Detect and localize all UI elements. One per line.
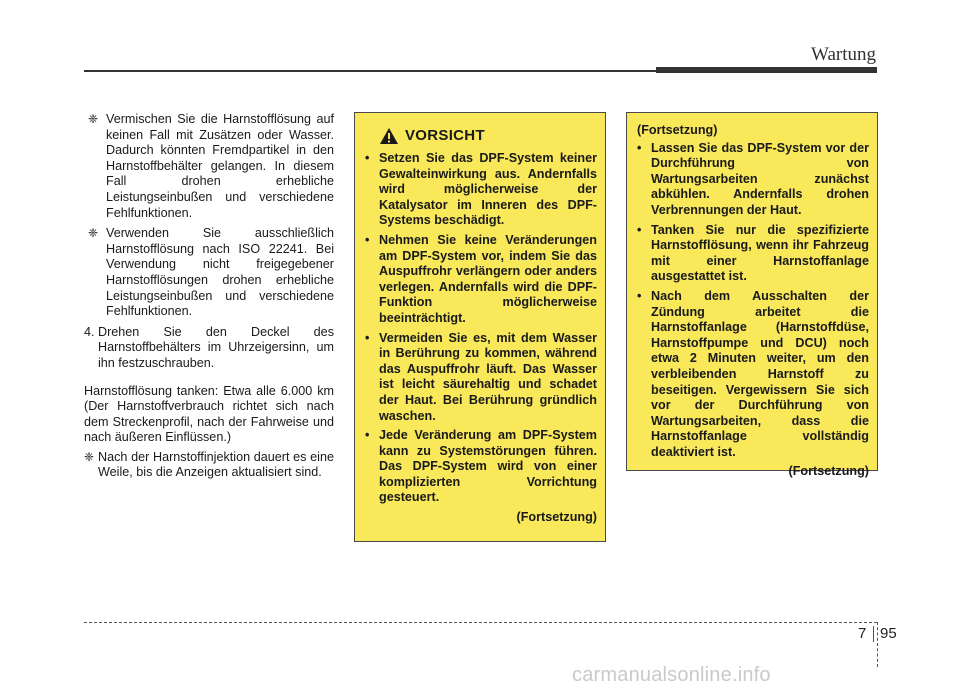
note-injection bbox=[84, 450, 334, 481]
caution-item-text: Setzen Sie das DPF-System keiner Gewalteinwirkung aus. Andernfalls wird möglicherweise der Katalysator im Inneren des DPF-Systems beschädigt. bbox=[379, 151, 597, 228]
caution-item bbox=[637, 223, 869, 285]
caution-item bbox=[365, 233, 597, 327]
caution-item-text: Vermeiden Sie es, mit dem Wasser in Berührung zu kommen, während das Auspuffrohr läuft. Das Wasser ist leicht säurehaltig und schadet der Haut. Bei Berührung gründlich waschen. bbox=[379, 330, 597, 423]
footer-vertical-rule bbox=[877, 622, 878, 667]
header-rule-thick bbox=[656, 67, 877, 73]
bullet-dot: • bbox=[637, 140, 642, 155]
caution-header bbox=[379, 127, 597, 145]
watermark: carmanualsonline.info bbox=[572, 664, 771, 686]
header-rule-thin bbox=[84, 70, 660, 72]
bullet-dot: • bbox=[365, 151, 370, 165]
caution-item-text: Tanken Sie nur die spezifizierte Harnstofflösung, wenn ihr Fahrzeug mit einer Harnstoffanlage ausgestattet ist. bbox=[651, 222, 869, 284]
left-column bbox=[84, 112, 334, 481]
caution-item-text: Nehmen Sie keine Veränderungen am DPF-System vor, indem Sie das Auspuffrohr verlängern oder anders verlegen. Andernfalls wird die DPF-Funktion möglicherweise beeinträchtigt. bbox=[379, 232, 597, 325]
chapter-number: 7 bbox=[858, 625, 867, 642]
bullet-dot: • bbox=[365, 330, 370, 345]
page-number: 95 bbox=[880, 625, 897, 642]
step-number: 4. bbox=[84, 324, 95, 339]
note-text: Verwenden Sie ausschließlich Harnstofflösung nach ISO 22241. Bei Verwendung nicht freigegebener Harnstofflösungen drohen erhebliche Leistungseinbußen und verschiedene Fehlfunktionen. bbox=[106, 226, 334, 319]
caution-item bbox=[365, 151, 597, 229]
continued-label: (Fortsetzung) bbox=[516, 510, 597, 525]
refill-paragraph: Harnstofflösung tanken: Etwa alle 6.000 km (Der Harnstoffverbrauch richtet sich nach dem Streckenprofil, nach der Fahrweise und nach äußeren Einflüssen.) bbox=[84, 383, 334, 445]
continued-label: (Fortsetzung) bbox=[788, 464, 869, 479]
bullet-dot: • bbox=[365, 232, 370, 247]
bullet-dot: • bbox=[637, 222, 642, 237]
caution-item-text: Lassen Sie das DPF-System vor der Durchführung von Wartungsarbeiten zunächst abkühlen. Andernfalls drohen Verbrennungen der Haut. bbox=[651, 140, 869, 217]
caution-item bbox=[365, 428, 597, 506]
footer-rule bbox=[84, 622, 877, 623]
bullet-dot: • bbox=[365, 428, 370, 443]
bullet-dot: • bbox=[637, 288, 642, 303]
caution-item-text: Jede Veränderung am DPF-System kann zu Systemstörungen führen. Das DPF-System wird von einer komplizierten Vorrichtung gesteuert. bbox=[379, 428, 597, 505]
note-text: Nach der Harnstoffinjektion dauert es eine Weile, bis die Anzeigen aktualisiert sind. bbox=[98, 449, 334, 480]
caution-item bbox=[637, 289, 869, 461]
caution-continued-box bbox=[626, 112, 878, 479]
note-mark-icon: ❈ bbox=[88, 112, 99, 126]
note-iso bbox=[84, 226, 334, 320]
caution-item bbox=[365, 331, 597, 425]
page-number-separator bbox=[873, 626, 874, 642]
caution-title: VORSICHT bbox=[405, 127, 485, 145]
note-mixing bbox=[84, 112, 334, 221]
caution-item-text: Nach dem Ausschalten der Zündung arbeitet die Harnstoffanlage (Harnstoffdüse, Harnstoffpumpe und DCU) noch etwa 2 Minuten weiter, um den verbleibenden Harnstoff zu beseitigen. Vergewissern Sie sich vor der Durchführung von Wartungsarbeiten, dass die Harnstoffanlage vollständig deaktiviert ist. bbox=[651, 288, 869, 459]
caution-box bbox=[354, 112, 606, 542]
caution-item bbox=[637, 141, 869, 219]
note-text: Vermischen Sie die Harnstofflösung auf keinen Fall mit Zusätzen oder Wasser. Dadurch könnten Fremdpartikel in den Harnstoffbehälter gelangen. In diesem Fall drohen erhebliche Leistungseinbußen und verschiedene Fehlfunktionen. bbox=[106, 112, 334, 220]
page-header-title: Wartung bbox=[811, 44, 876, 65]
step-4 bbox=[84, 325, 334, 372]
continued-heading: (Fortsetzung) bbox=[637, 123, 718, 137]
step-text: Drehen Sie den Deckel des Harnstoffbehälters im Uhrzeigersinn, um ihn festzuschrauben. bbox=[98, 324, 334, 370]
note-mark-icon: ❈ bbox=[84, 449, 95, 464]
warning-triangle-icon bbox=[379, 127, 399, 145]
note-mark-icon: ❈ bbox=[88, 226, 99, 241]
